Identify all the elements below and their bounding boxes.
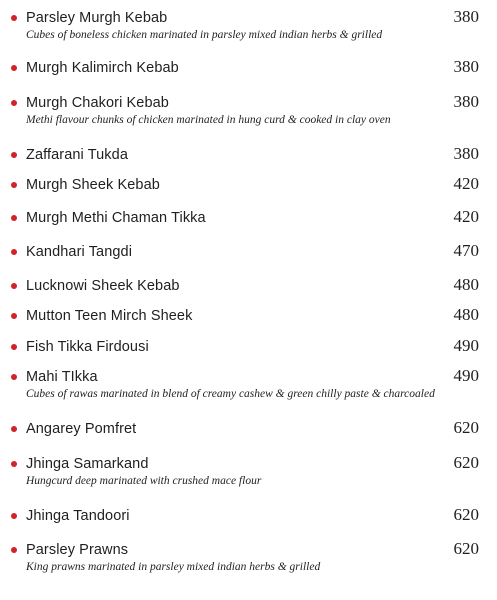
item-name: Mutton Teen Mirch Sheek — [26, 308, 193, 324]
item-name: Fish Tikka Firdousi — [26, 339, 149, 355]
item-name: Mahi TIkka — [26, 369, 98, 385]
item-name: Murgh Chakori Kebab — [26, 95, 169, 111]
bullet-icon — [11, 513, 17, 519]
bullet-icon — [11, 344, 17, 350]
item-name: Lucknowi Sheek Kebab — [26, 278, 180, 294]
item-price: 620 — [453, 418, 479, 437]
bullet-icon — [11, 283, 17, 289]
bullet-icon — [11, 547, 17, 553]
bullet-icon — [11, 374, 17, 380]
item-name: Angarey Pomfret — [26, 421, 137, 437]
item-description: King prawns marinated in parsley mixed indian herbs & grilled — [26, 561, 321, 573]
bullet-icon — [11, 426, 17, 432]
item-price: 480 — [453, 275, 479, 294]
bullet-icon — [11, 215, 17, 221]
item-price: 620 — [453, 539, 479, 558]
item-price: 380 — [453, 144, 479, 163]
item-price: 420 — [453, 207, 479, 226]
item-name: Kandhari Tangdi — [26, 244, 133, 260]
item-description: Hungcurd deep marinated with crushed mace flour — [26, 475, 262, 487]
bullet-icon — [11, 65, 17, 71]
bullet-icon — [11, 100, 17, 106]
item-price: 470 — [453, 241, 479, 260]
item-name: Parsley Murgh Kebab — [26, 10, 168, 26]
item-name: Jhinga Samarkand — [26, 456, 149, 472]
item-price: 490 — [453, 366, 479, 385]
bullet-icon — [11, 461, 17, 467]
item-name: Murgh Kalimirch Kebab — [26, 60, 179, 76]
item-price: 380 — [453, 57, 479, 76]
item-price: 420 — [453, 174, 479, 193]
bullet-icon — [11, 249, 17, 255]
item-description: Cubes of boneless chicken marinated in parsley mixed indian herbs & grilled — [26, 29, 383, 41]
item-name: Parsley Prawns — [26, 542, 129, 558]
item-price: 380 — [453, 7, 479, 26]
item-price: 380 — [453, 92, 479, 111]
bullet-icon — [11, 182, 17, 188]
item-price: 620 — [453, 505, 479, 524]
item-name: Murgh Methi Chaman Tikka — [26, 210, 206, 226]
item-name: Murgh Sheek Kebab — [26, 177, 160, 193]
item-name: Zaffarani Tukda — [26, 147, 128, 163]
item-description: Cubes of rawas marinated in blend of creamy cashew & green chilly paste & charcoaled — [26, 388, 435, 400]
item-price: 490 — [453, 336, 479, 355]
bullet-icon — [11, 313, 17, 319]
bullet-icon — [11, 15, 17, 21]
bullet-icon — [11, 152, 17, 158]
item-price: 480 — [453, 305, 479, 324]
item-name: Jhinga Tandoori — [26, 508, 130, 524]
item-description: Methi flavour chunks of chicken marinated in hung curd & cooked in clay oven — [26, 114, 391, 126]
item-price: 620 — [453, 453, 479, 472]
